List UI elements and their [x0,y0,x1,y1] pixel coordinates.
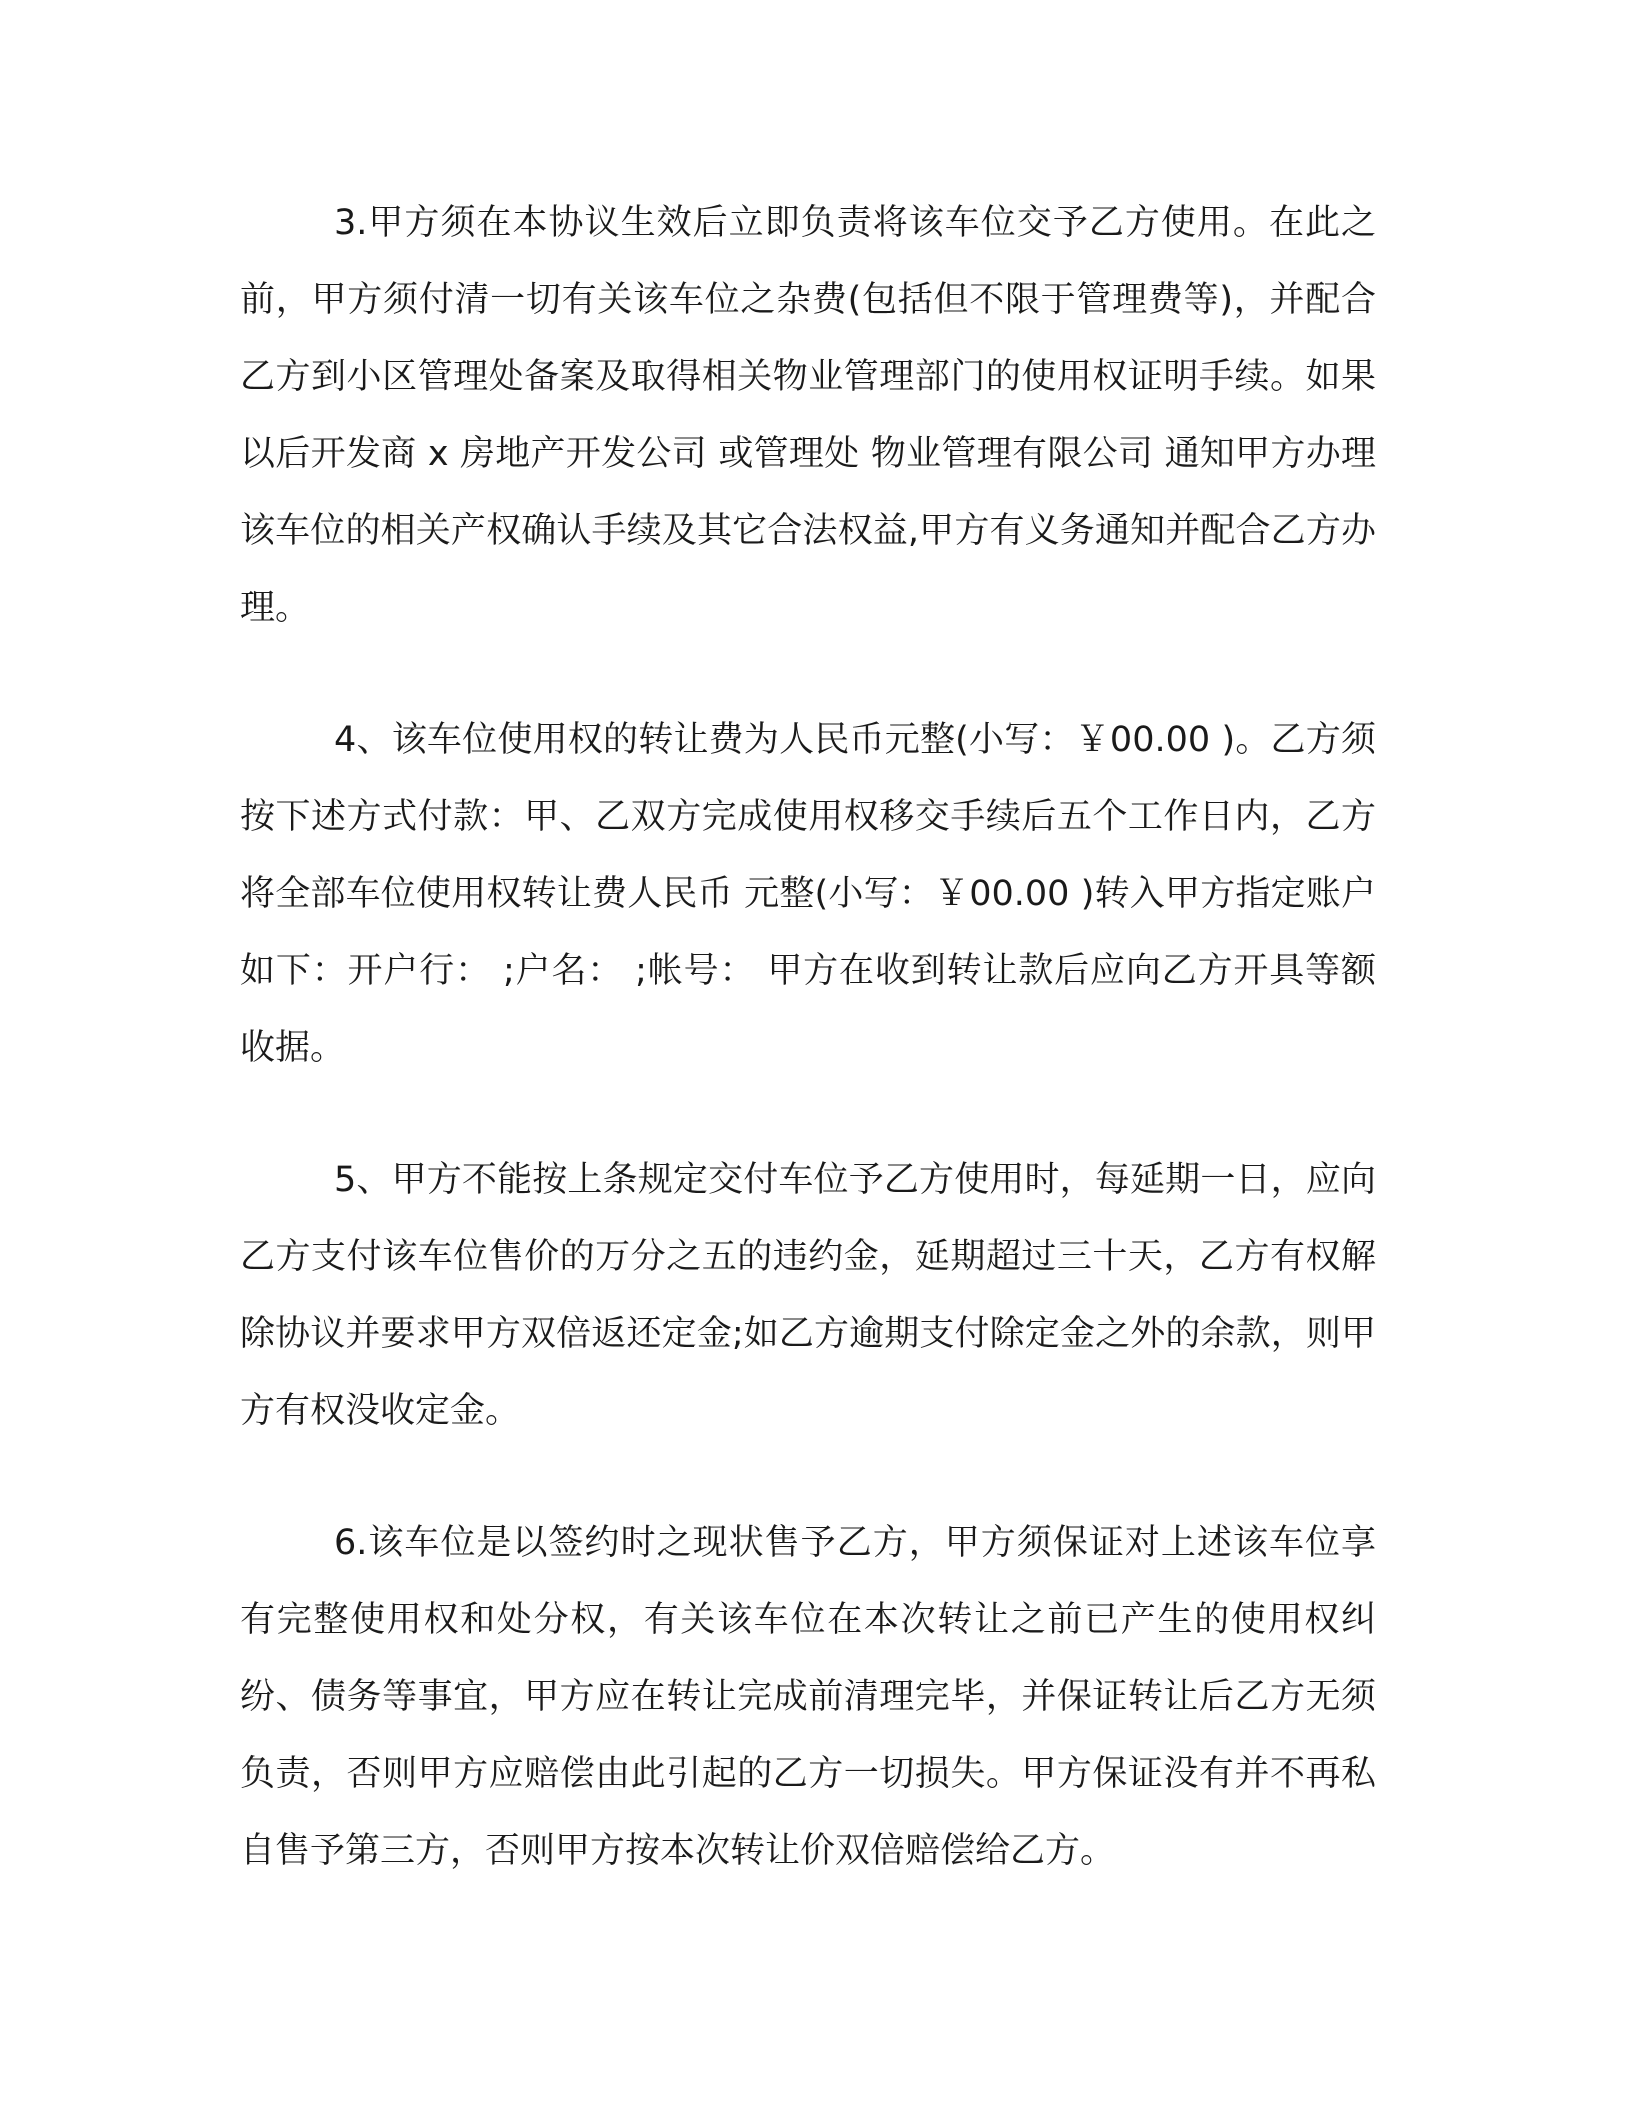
paragraph-clause-4: 4、该车位使用权的转让费为人民币元整(小写：￥00.00 )。乙方须按下述方式付款：甲、乙双方完成使用权移交手续后五个工作日内，乙方将全部车位使用权转让费人民币 元整(小写：￥00.00 )转入甲方指定账户如下：开户行： ;户名： ;帐号： 甲方在收到转让款后应向乙方开具等额收据。 [240,720,1376,1068]
paragraph-clause-6: 6.该车位是以签约时之现状售予乙方，甲方须保证对上述该车位享有完整使用权和处分权，有关该车位在本次转让之前已产生的使用权纠纷、债务等事宜，甲方应在转让完成前清理完毕，并保证转让后乙方无须负责，否则甲方应赔偿由此引起的乙方一切损失。甲方保证没有并不再私自售予第三方，否则甲方按本次转让价双倍赔偿给乙方。 [240,1523,1376,1871]
document-body [240,185,1376,1890]
paragraph-clause-5: 5、甲方不能按上条规定交付车位予乙方使用时，每延期一日，应向乙方支付该车位售价的万分之五的违约金，延期超过三十天，乙方有权解除协议并要求甲方双倍返还定金;如乙方逾期支付除定金之外的余款，则甲方有权没收定金。 [240,1160,1376,1431]
paragraph-clause-3: 3.甲方须在本协议生效后立即负责将该车位交予乙方使用。在此之前，甲方须付清一切有关该车位之杂费(包括但不限于管理费等)，并配合乙方到小区管理处备案及取得相关物业管理部门的使用权证明手续。如果以后开发商 x 房地产开发公司 或管理处 物业管理有限公司 通知甲方办理该车位的相关产权确认手续及其它合法权益,甲方有义务通知并配合乙方办理。 [240,203,1376,628]
